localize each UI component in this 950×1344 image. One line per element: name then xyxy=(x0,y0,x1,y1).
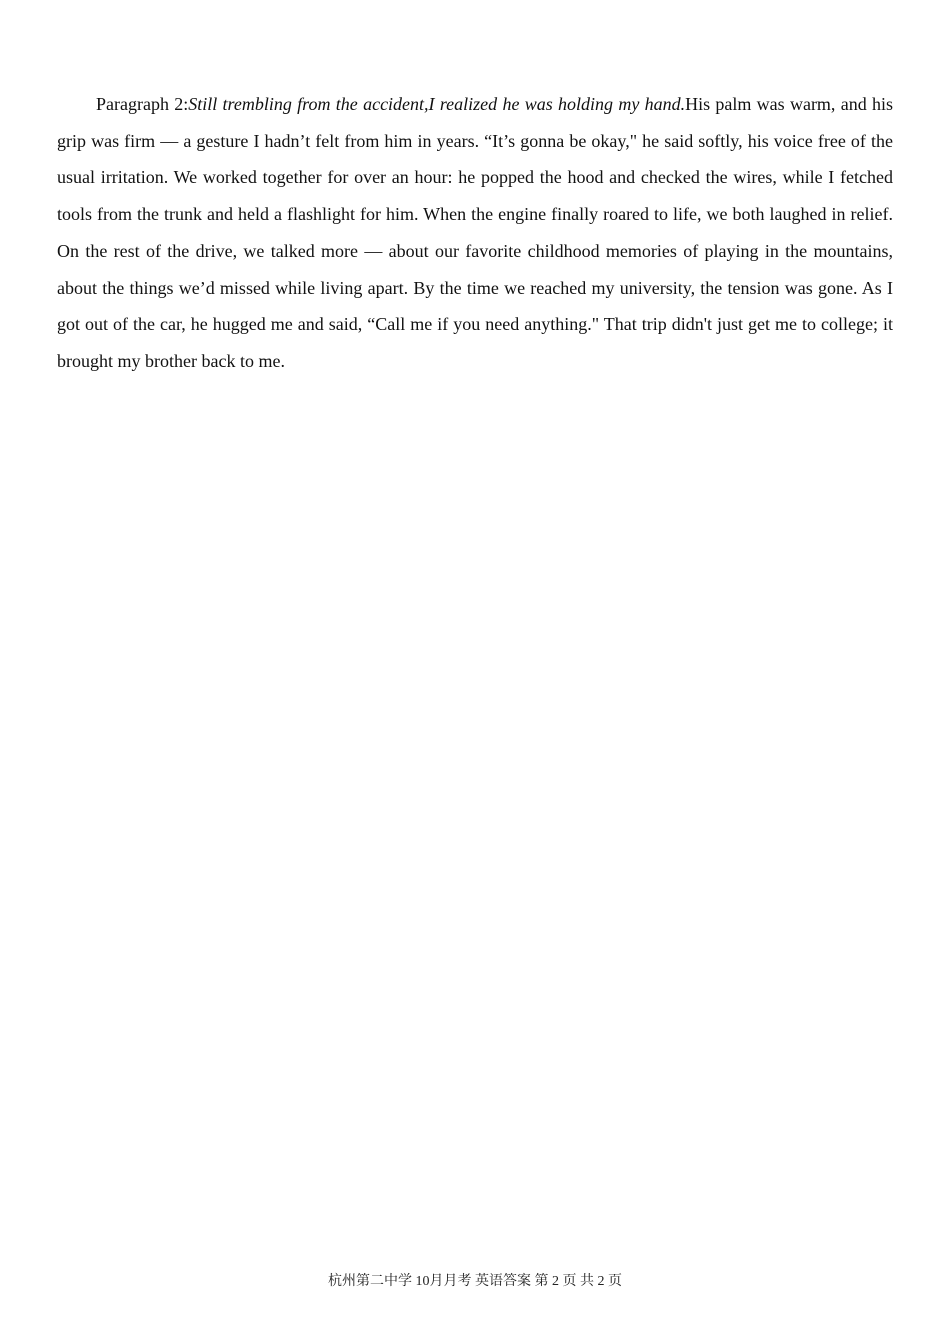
paragraph-2 xyxy=(57,86,893,380)
opening-sentence: Still trembling from the accident,I realized he was holding my hand. xyxy=(188,94,686,114)
paragraph-label: Paragraph 2: xyxy=(96,94,189,114)
page-footer: 杭州第二中学 10月月考 英语答案 第 2 页 共 2 页 xyxy=(328,1274,622,1289)
paragraph-body-text: His palm was warm, and his grip was firm — a gesture I hadn’t felt from him in years. “It’s gonna be okay," he said softly, his voice free of the usual irritation. We worked together for over an hour: he popped the hood and checked the wires, while I fetched tools from the trunk and held a flashlight for him. When the engine finally roared to life, we both laughed in relief. On the rest of the drive, we talked more — about our favorite childhood memories of playing in the mountains, about the things we’d missed while living apart. By the time we reached my university, the tension was gone. As I got out of the car, he hugged me and said, “Call me if you need anything." That trip didn't just get me to college; it brought my brother back to me. xyxy=(57,94,894,371)
